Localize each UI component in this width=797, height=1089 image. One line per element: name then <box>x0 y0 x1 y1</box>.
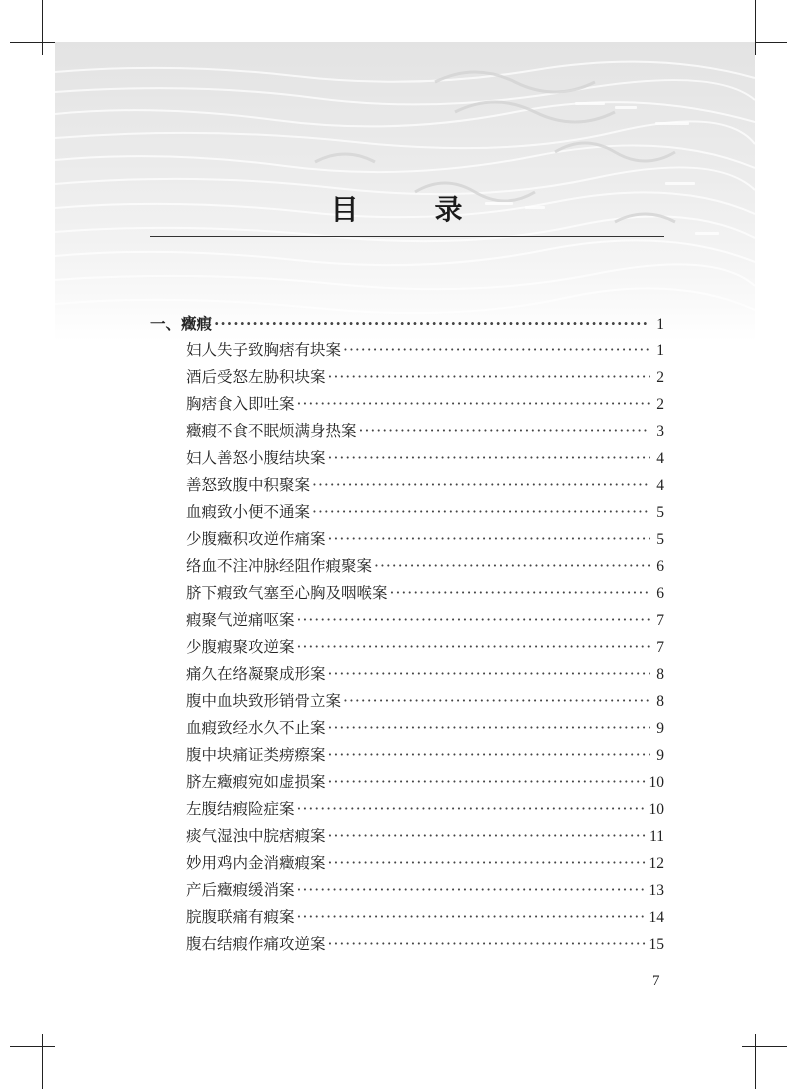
toc-entry-label: 善怒致腹中积聚案 <box>186 476 311 494</box>
toc-dot-leader <box>343 337 650 364</box>
toc-entry[interactable] <box>150 472 664 499</box>
toc-entry[interactable] <box>150 634 664 661</box>
toc-entry-label: 妙用鸡内金消癥瘕案 <box>186 854 326 872</box>
toc-entry-label: 酒后受怒左胁积块案 <box>186 368 326 386</box>
toc-entry-page: 2 <box>656 369 664 386</box>
toc-entry-page: 9 <box>656 747 664 764</box>
toc-dot-leader <box>328 661 650 688</box>
toc-entry-page: 10 <box>648 801 664 818</box>
toc-entry-page: 6 <box>656 585 664 602</box>
toc-entry[interactable] <box>150 580 664 607</box>
toc-entry-label: 少腹瘕聚攻逆案 <box>186 638 295 656</box>
toc-entry[interactable] <box>150 499 664 526</box>
toc-dot-leader <box>312 472 650 499</box>
toc-entry-label: 少腹癥积攻逆作痛案 <box>186 530 326 548</box>
toc-dot-leader <box>312 499 650 526</box>
toc-entry-label: 络血不注冲脉经阻作瘕聚案 <box>186 557 373 575</box>
toc-entry-label: 腹中块痛证类痨瘵案 <box>186 746 326 764</box>
toc-entry-label: 癥瘕不食不眠烦满身热案 <box>186 422 357 440</box>
title-char-left: 目 <box>330 193 363 226</box>
toc-dot-leader <box>374 553 650 580</box>
toc-entry-label: 血瘕致小便不通案 <box>186 503 311 521</box>
toc-entry[interactable] <box>150 877 664 904</box>
toc-entry[interactable] <box>150 391 664 418</box>
toc-dot-leader <box>297 391 650 418</box>
toc-entry-page: 1 <box>656 342 664 359</box>
toc-dot-leader <box>328 526 650 553</box>
toc-dot-leader <box>343 688 650 715</box>
toc-entry[interactable] <box>150 364 664 391</box>
toc-dot-leader <box>214 310 650 337</box>
toc-entry[interactable] <box>150 904 664 931</box>
toc-dot-leader <box>297 877 647 904</box>
toc-entry-page: 13 <box>648 882 664 899</box>
toc-dot-leader <box>359 418 650 445</box>
toc-dot-leader <box>390 580 650 607</box>
toc-entry-label: 妇人善怒小腹结块案 <box>186 449 326 467</box>
toc-entry[interactable] <box>150 931 664 958</box>
toc-entry[interactable] <box>150 526 664 553</box>
toc-entry-label: 左腹结瘕险症案 <box>186 800 295 818</box>
toc-entry-label: 痰气湿浊中脘痞瘕案 <box>186 827 326 845</box>
toc-dot-leader <box>328 823 648 850</box>
toc-entry[interactable] <box>150 445 664 472</box>
toc-entry-page: 6 <box>656 558 664 575</box>
toc-entry-page: 14 <box>648 909 664 926</box>
toc-entry[interactable] <box>150 823 664 850</box>
toc-entry-label: 血瘕致经水久不止案 <box>186 719 326 737</box>
toc-entry[interactable] <box>150 715 664 742</box>
toc-entry-label: 产后癥瘕缓消案 <box>186 881 295 899</box>
toc-entry-page: 4 <box>656 450 664 467</box>
toc-entry-page: 9 <box>656 720 664 737</box>
toc-dot-leader <box>328 931 647 958</box>
toc-dot-leader <box>328 769 647 796</box>
toc-entry-label: 胸痞食入即吐案 <box>186 395 295 413</box>
toc-entry-page: 15 <box>648 936 664 953</box>
toc-entry[interactable] <box>150 796 664 823</box>
toc-entry[interactable] <box>150 661 664 688</box>
toc-entry-page: 7 <box>656 639 664 656</box>
toc-dot-leader <box>328 715 650 742</box>
toc-entry[interactable] <box>150 742 664 769</box>
toc-entry-label: 一、癥瘕 <box>150 314 213 333</box>
toc-entry-page: 7 <box>656 612 664 629</box>
toc-entry-label: 腹右结瘕作痛攻逆案 <box>186 935 326 953</box>
toc-dot-leader <box>328 850 647 877</box>
toc-entry-page: 11 <box>649 828 664 845</box>
toc-dot-leader <box>297 904 647 931</box>
toc-entry[interactable] <box>150 688 664 715</box>
toc-entry[interactable] <box>150 607 664 634</box>
toc-section-heading[interactable] <box>150 310 664 337</box>
toc-entry-page: 10 <box>648 774 664 791</box>
table-of-contents <box>150 310 664 958</box>
toc-entry[interactable] <box>150 418 664 445</box>
toc-entry-page: 8 <box>656 693 664 710</box>
toc-dot-leader <box>297 607 650 634</box>
toc-entry[interactable] <box>150 769 664 796</box>
page-number: 7 <box>652 973 660 989</box>
toc-entry-label: 腹中血块致形销骨立案 <box>186 692 342 710</box>
toc-entry-page: 4 <box>656 477 664 494</box>
toc-entry-page: 5 <box>656 531 664 548</box>
toc-entry[interactable] <box>150 850 664 877</box>
toc-entry-page: 8 <box>656 666 664 683</box>
toc-entry-page: 12 <box>648 855 664 872</box>
toc-dot-leader <box>297 634 650 661</box>
toc-dot-leader <box>328 742 650 769</box>
toc-entry-page: 5 <box>656 504 664 521</box>
toc-entry[interactable] <box>150 553 664 580</box>
toc-entry-label: 脘腹联痛有瘕案 <box>186 908 295 926</box>
toc-entry-page: 3 <box>656 423 664 440</box>
title-char-right: 录 <box>434 193 467 226</box>
title-divider <box>150 236 664 237</box>
toc-dot-leader <box>328 445 650 472</box>
toc-entry-label: 瘕聚气逆痛呕案 <box>186 611 295 629</box>
page-title <box>0 188 797 232</box>
toc-entry-page: 1 <box>656 316 664 333</box>
toc-dot-leader <box>328 364 650 391</box>
toc-entry-label: 脐左癥瘕宛如虚损案 <box>186 773 326 791</box>
toc-entry[interactable] <box>150 337 664 364</box>
toc-entry-label: 妇人失子致胸痞有块案 <box>186 341 342 359</box>
toc-entry-label: 脐下瘕致气塞至心胸及咽喉案 <box>186 584 388 602</box>
toc-dot-leader <box>297 796 647 823</box>
toc-entry-label: 痛久在络凝聚成形案 <box>186 665 326 683</box>
toc-entry-page: 2 <box>656 396 664 413</box>
